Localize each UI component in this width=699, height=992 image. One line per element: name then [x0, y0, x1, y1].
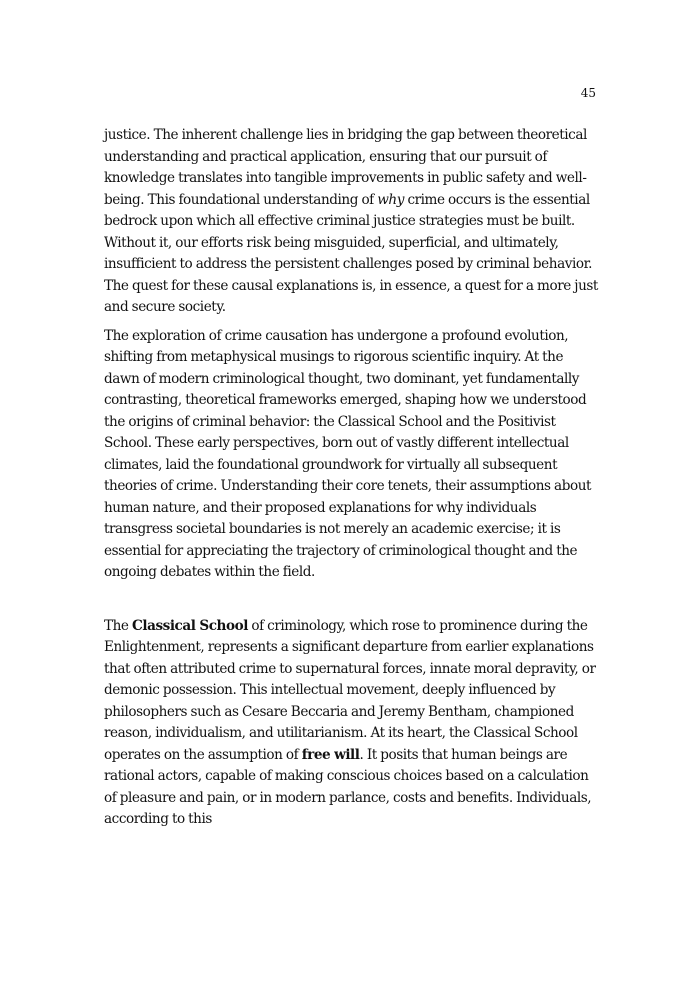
term-free-will: free will — [301, 746, 360, 763]
paragraph-2-run-1: The exploration of crime causation has undergone a profound evolution, shifting from metaphysical musings to rigorous scientific inquiry. At the dawn of modern criminological thought, two dominant, yet fundamentally contrasting, theoretical frameworks emerged, shaping how we understood the origins of criminal behavior: the Classical School and the Positivist School. These early perspectives, born out of vastly different intellectual climates, laid the foundational groundwork for virtually all subsequent theories of crime. Understanding their core tenets, their assumptions about human nature, and their proposed explanations for why individuals transgress societal boundaries is not merely an academic exercise; it is essential for appreciating the trajectory of criminological thought and the ongoing debates within the field. — [104, 327, 592, 580]
paragraph-1-run-3: crime occurs is the essential bedrock upon which all effective criminal justice strategies must be built. Without it, our efforts risk being misguided, superficial, and ultimately, insufficient to address the persistent challenges posed by criminal behavior. The quest for these causal explanations is, in essence, a quest for a more just and secure society. — [104, 191, 598, 315]
paragraph-3-run-3: of criminology, which rose to prominence during the Enlightenment, represents a significant departure from earlier explanations that often attributed crime to supernatural forces, innate moral depravity, or demonic possession. This intellectual movement, deeply influenced by philosophers such as Cesare Beccaria and Jeremy Bentham, championed reason, individualism, and utilitarianism. At its heart, the Classical School operates on the assumption of — [104, 617, 596, 763]
term-classical-school: Classical School — [132, 617, 248, 634]
paragraph-3-run-1: The — [104, 617, 132, 634]
page-number: 45 — [580, 86, 596, 100]
paragraph-3-run-5: . It posits that human beings are rational actors, capable of making conscious choices based on a calculation of pleasure and pain, or in modern parlance, costs and benefits. Individuals, according to this — [104, 746, 592, 827]
paragraph-1 — [104, 125, 601, 319]
paragraph-3 — [104, 616, 601, 831]
paragraph-2 — [104, 326, 601, 584]
paragraph-1-run-1: justice. The inherent challenge lies in bridging the gap between theoretical understanding and practical application, ensuring that our pursuit of knowledge translates into tangible improvements in public safety and well-being. This foundational understanding of — [104, 127, 587, 208]
emphasis-why: why — [377, 191, 404, 208]
page-body — [104, 125, 601, 831]
